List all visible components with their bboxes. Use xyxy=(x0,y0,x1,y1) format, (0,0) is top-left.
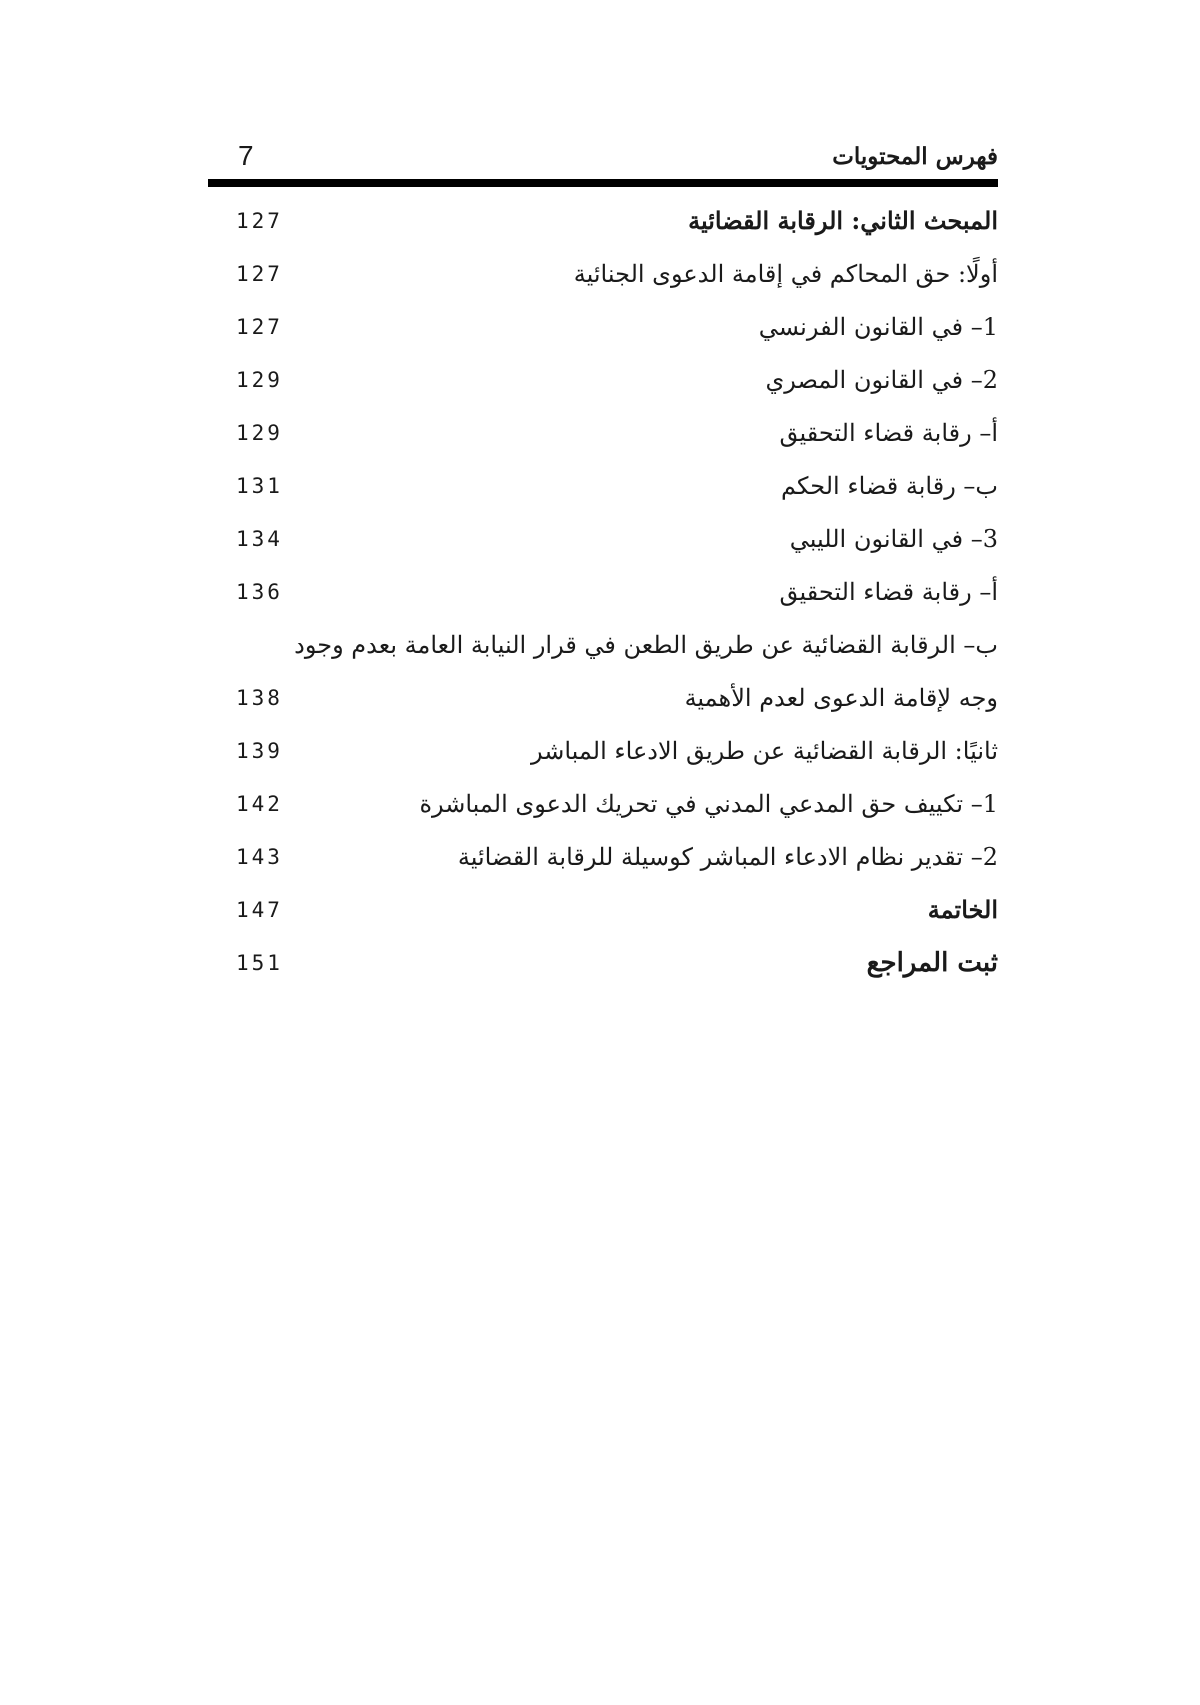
toc-entry-title: المبحث الثاني: الرقابة القضائية xyxy=(688,206,998,235)
toc-entry-title: ب– رقابة قضاء الحكم xyxy=(781,472,998,500)
header-title: فهرس المحتويات xyxy=(832,143,998,170)
toc-entry-page: 129 xyxy=(236,368,283,392)
toc-entry xyxy=(208,254,998,307)
toc-entry-page: 127 xyxy=(236,262,283,286)
toc-entry xyxy=(208,943,998,996)
toc-entry-title: 1– في القانون الفرنسي xyxy=(758,313,998,341)
toc-entry-page: 143 xyxy=(236,845,283,869)
toc-entry xyxy=(208,519,998,572)
page-number: 7 xyxy=(238,140,254,171)
toc-entry-page: 151 xyxy=(236,951,283,975)
toc-entry xyxy=(208,413,998,466)
toc-entry-title: ثبت المراجع xyxy=(866,948,998,978)
toc-entry xyxy=(208,784,998,837)
toc-entry-page: 131 xyxy=(236,474,283,498)
toc-entry-page: 136 xyxy=(236,580,283,604)
toc-entry-page: 142 xyxy=(236,792,283,816)
toc-entry-title: أ– رقابة قضاء التحقيق xyxy=(779,578,998,606)
toc-entry-page: 139 xyxy=(236,739,283,763)
toc-entry xyxy=(208,466,998,519)
toc-entry-title: أولًا: حق المحاكم في إقامة الدعوى الجنائية xyxy=(573,260,998,288)
toc-entry xyxy=(208,572,998,625)
toc-entry-page: 134 xyxy=(236,527,283,551)
toc-entry xyxy=(208,890,998,943)
toc-entry-page: 129 xyxy=(236,421,283,445)
toc-entry-title: ب– الرقابة القضائية عن طريق الطعن في قرار النيابة العامة بعدم وجود xyxy=(294,631,998,659)
header-rule xyxy=(208,179,998,187)
toc-entry-title: ثانيًا: الرقابة القضائية عن طريق الادعاء المباشر xyxy=(530,737,998,765)
toc-entry xyxy=(208,360,998,413)
toc-entry-title: 2– تقدير نظام الادعاء المباشر كوسيلة للرقابة القضائية xyxy=(457,843,998,871)
toc-entry xyxy=(208,307,998,360)
toc-entry-page: 127 xyxy=(236,209,283,233)
toc-entry-page: 138 xyxy=(236,686,283,710)
toc-entry xyxy=(208,201,998,254)
toc-entry-page: 127 xyxy=(236,315,283,339)
toc-entry xyxy=(208,678,998,731)
toc-entry-title: الخاتمة xyxy=(927,895,998,924)
toc-entry xyxy=(208,625,998,678)
toc-entry xyxy=(208,731,998,784)
toc-entry-title: 2– في القانون المصري xyxy=(765,366,998,394)
toc-entry-title: وجه لإقامة الدعوى لعدم الأهمية xyxy=(684,684,998,712)
toc-entry xyxy=(208,837,998,890)
table-of-contents xyxy=(208,201,998,996)
toc-entry-title: 3– في القانون الليبي xyxy=(789,525,998,553)
running-header xyxy=(208,138,998,178)
toc-entry-page: 147 xyxy=(236,898,283,922)
toc-entry-title: أ– رقابة قضاء التحقيق xyxy=(779,419,998,447)
toc-entry-title: 1– تكييف حق المدعي المدني في تحريك الدعوى المباشرة xyxy=(419,790,998,818)
